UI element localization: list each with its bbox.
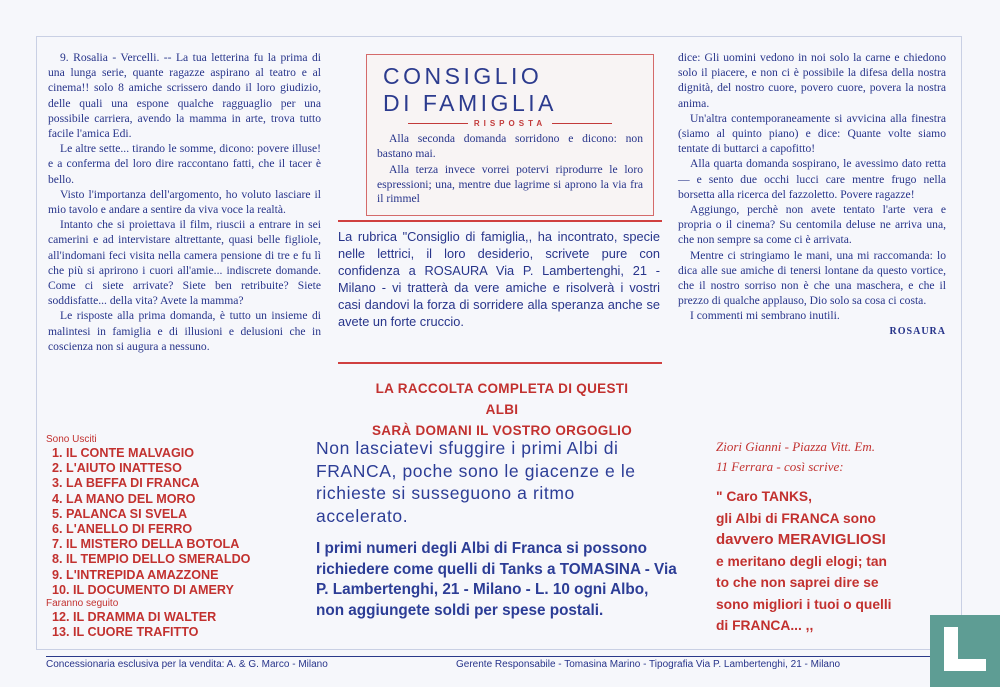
box-title-line1: CONSIGLIO bbox=[383, 63, 543, 89]
paragraph: I commenti mi sembrano inutili. bbox=[690, 309, 840, 323]
paragraph: dice: Gli uomini vedono in noi solo la carne e chiedono solo il piacere, e non ci è possibile la difesa della nostra dignità, del nostro cuore, povero cuore, povera la nostra anima. bbox=[678, 51, 946, 110]
box-text bbox=[367, 128, 653, 207]
raccolta-slogan bbox=[362, 378, 642, 441]
paragraph: Le altre sette... tirando le somme, dicono: povere illuse! e a conferma del loro dire raccontano fatti, che il tacer è bello. bbox=[48, 142, 321, 186]
box-subtitle: RISPOSTA bbox=[367, 119, 653, 128]
paragraph: Visto l'importanza dell'argomento, ho voluto lasciare il mio tavolo e andare a sentire da viva voce la realtà. bbox=[48, 187, 321, 217]
primi-numeri-notice: I primi numeri degli Albi di Franca si possono richiedere come quelli di Tanks a TOMASINA - Via P. Lambertenghi, 21 - Milano - L. 10 ogni Albo, non aggiungete soldi per spese postali. bbox=[316, 540, 677, 619]
letter-line: sono migliori i tuoi o quelli bbox=[716, 596, 892, 612]
paragraph: Alla quarta domanda sospirano, le avessimo dato retta — e sento due occhi lucci care mentre frugo nella borsetta alla ricerca del fazzoletto. Povere ragazze! bbox=[678, 157, 946, 201]
issue-list bbox=[46, 434, 296, 640]
letter-line: " Caro TANKS, bbox=[716, 489, 812, 504]
imprint-footer bbox=[46, 656, 951, 670]
rubrica-notice: La rubrica "Consiglio di famiglia,, ha incontrato, specie nelle lettrici, il loro desiderio, scrivete pure con confidenza a ROSAURA Via P. Lambertenghi, 21 - Milano - vi tratterà da vere amiche e risolverà i vostri casi dandovi la forza di sorridere alla speranza anche se avete un forte cruccio. bbox=[338, 229, 660, 329]
letter-header bbox=[716, 437, 956, 477]
list-item: 4. LA MANO DEL MORO bbox=[52, 491, 196, 506]
paragraph: Aggiungo, perchè non avete tentato l'arte vera e propria o il cinema? Su centomila deluse ne arriva una, che non sempre sa come ci è arrivata. bbox=[678, 203, 946, 247]
list-item: 8. IL TEMPIO DELLO SMERALDO bbox=[52, 552, 251, 567]
list-item: 9. L'INTREPIDA AMAZZONE bbox=[52, 567, 219, 582]
letters-column-right bbox=[678, 50, 946, 339]
list-item: 7. IL MISTERO DELLA BOTOLA bbox=[52, 537, 240, 552]
list-item: 3. LA BEFFA DI FRANCA bbox=[52, 476, 200, 491]
letter-line: to che non saprei dire se bbox=[716, 575, 879, 590]
list-item: 10. IL DOCUMENTO DI AMERY bbox=[52, 582, 234, 597]
list-item: 5. PALANCA SI SVELA bbox=[52, 506, 188, 521]
list-item: 6. L'ANELLO DI FERRO bbox=[52, 522, 193, 537]
paragraph: Le risposte alla prima domanda, è tutto un insieme di malintesi in famiglia e di illusioni e delusioni che in coscienza non si augura a nessuno. bbox=[48, 309, 321, 353]
usciti-label: Sono Usciti bbox=[46, 434, 97, 445]
logo-l-icon bbox=[930, 615, 1000, 687]
letter-line: e meritano degli elogi; tan bbox=[716, 553, 887, 569]
letters-column-left bbox=[48, 50, 321, 354]
paragraph: Intanto che si proiettava il film, riuscii a entrare in sei camerini e ad intervistare altrettante, quasi belle figliole, all'indomani feci visita nella camera pensione di tre e fu lì che più si aprirono i cuori all'amie... indiscrete domande. Come ci siete arrivate? Siete ben retribuite? Siete soddisfatte... della vita? Avete la mamma? bbox=[48, 218, 321, 308]
red-divider-top bbox=[338, 220, 662, 222]
paragraph: 9. Rosalia - Vercelli. -- La tua letterina fu la prima di una lunga serie, quante ragazze aspirano al teatro e al cinema!! solo 8 amiche scrissero dando il loro giudizio, delle quali una espone qualche ragguaglio per una possibile carriera, avendo la mamma in arte, trova tutto facile l'amica Edi. bbox=[48, 51, 321, 141]
paragraph: Un'altra contemporaneamente si avvicina alla finestra (siamo al quinto piano) e dice: Quante volte siamo tentate di buttarci a capofitto! bbox=[678, 111, 946, 156]
paragraph: Alla seconda domanda sorridono e dicono: non bastano mai. bbox=[377, 132, 643, 160]
seguito-label: Faranno seguito bbox=[46, 598, 119, 610]
letter-header-line1: Ziori Gianni - Piazza Vitt. Em. bbox=[716, 439, 876, 454]
box-title-line2: DI FAMIGLIA bbox=[383, 90, 557, 116]
letter-header-line2: 11 Ferrara - così scrive: bbox=[716, 459, 844, 474]
list-item: 1. IL CONTE MALVAGIO bbox=[52, 446, 195, 460]
non-lasciatevi-notice: Non lasciatevi sfuggire i primi Albi di FRANCA, poche sono le giacenze e le richieste si susseguono a ritmo accelerato. bbox=[316, 438, 636, 526]
red-divider-bottom bbox=[338, 362, 662, 364]
raccolta-line1: LA RACCOLTA COMPLETA DI QUESTI ALBI bbox=[375, 381, 629, 417]
paragraph: Mentre ci stringiamo le mani, una mi raccomanda: lo dica alle sue amiche di tenersi lontane da questo vortice, che il nostro sorriso non è che una maschera, e che il prezzo di qualche applauso, Dio solo sa cosa ci costa. bbox=[678, 248, 946, 308]
reader-letter bbox=[716, 486, 958, 637]
consiglio-di-famiglia-box bbox=[366, 54, 654, 216]
paragraph: Alla terza invece vorrei potervi riprodurre le loro espressioni; una, mentre due lagrime si aprono la via fra il rimmel bbox=[377, 163, 643, 205]
watermark-logo bbox=[930, 615, 1000, 687]
footer-right: Gerente Responsabile - Tomasina Marino - Tipografia Via P. Lambertenghi, 21 - Milano bbox=[456, 659, 841, 670]
box-title bbox=[367, 55, 653, 117]
letter-line: davvero MERAVIGLIOSI bbox=[716, 531, 886, 548]
list-item: 12. IL DRAMMA DI WALTER bbox=[52, 610, 217, 625]
signature: ROSAURA bbox=[889, 325, 946, 337]
letter-line: di FRANCA... ,, bbox=[716, 618, 814, 633]
footer-left: Concessionaria esclusiva per la vendita: A. & G. Marco - Milano bbox=[46, 659, 328, 670]
letter-line: gli Albi di FRANCA sono bbox=[716, 510, 876, 526]
list-item: 2. L'AIUTO INATTESO bbox=[52, 461, 182, 476]
list-item: 13. IL CUORE TRAFITTO bbox=[52, 625, 199, 640]
raccolta-line2: SARÀ DOMANI IL VOSTRO ORGOGLIO bbox=[371, 423, 632, 438]
